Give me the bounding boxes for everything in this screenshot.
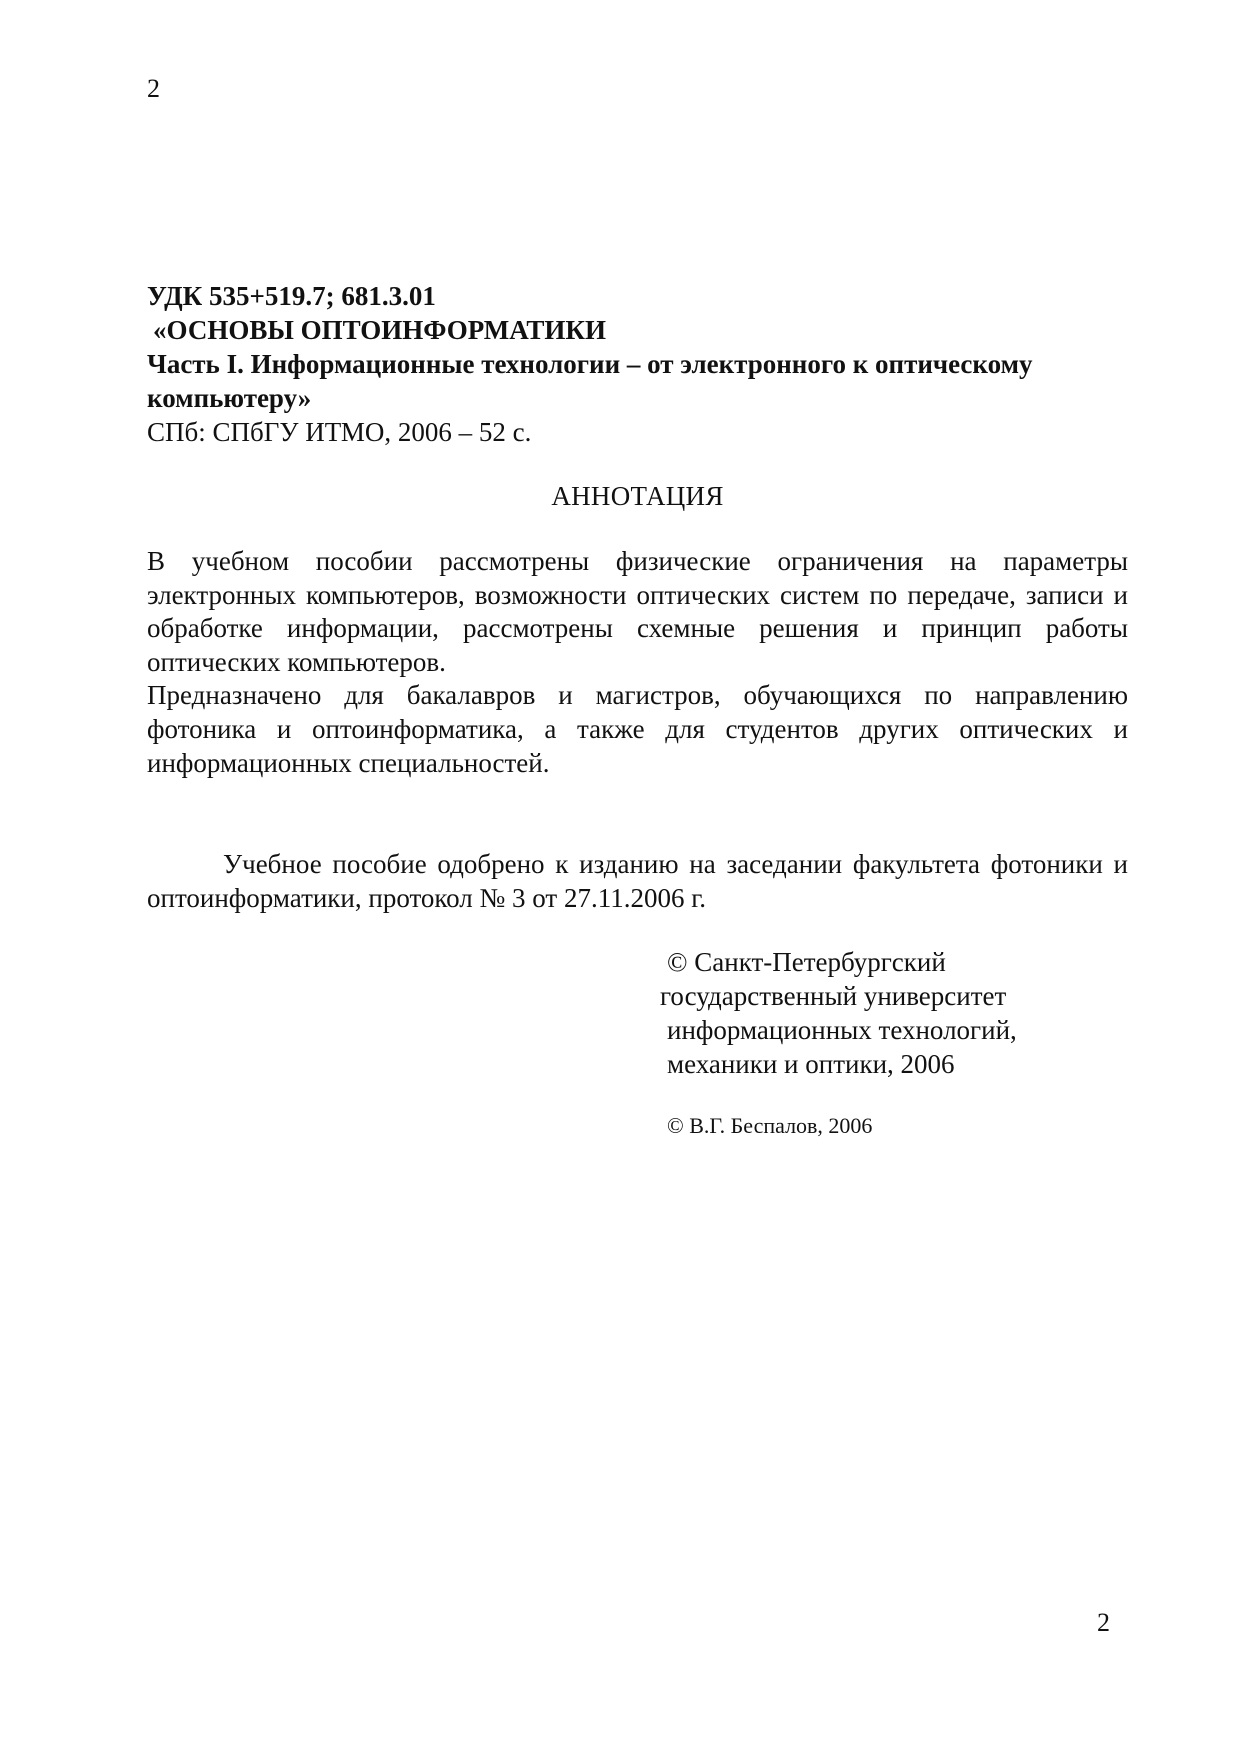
book-title: «ОСНОВЫ ОПТОИНФОРМАТИКИ (153, 315, 606, 345)
annotation-paragraph: В учебном пособии рассмотрены физические ограничения на параметры электронных компьютеров, возможности оптических систем по передаче, записи и обработке информации, рассмотрены схемные решения и принцип работы оптических компьютеров. (147, 546, 1128, 677)
author-copyright: © В.Г. Беспалов, 2006 (667, 1113, 873, 1138)
bibliographic-record (147, 279, 1127, 449)
copyright-line: информационных технологий, (667, 1015, 1017, 1045)
copyright-line: государственный университет (660, 981, 1007, 1011)
udk-code: УДК 535+519.7; 681.3.01 (147, 281, 436, 311)
copyright-block (660, 945, 1130, 1081)
approval-statement: Учебное пособие одобрено к изданию на заседании факультета фотоники и оптоинформатики, протокол № 3 от 27.11.2006 г. (147, 849, 1128, 913)
annotation-paragraph: Предназначено для бакалавров и магистров, обучающихся по направлению фотоника и оптоинформатика, а также для студентов других оптических и информационных специальностей. (147, 680, 1128, 778)
page-number-top: 2 (147, 74, 160, 103)
imprint: СПб: СПбГУ ИТМО, 2006 – 52 с. (147, 417, 532, 447)
page-number-bottom: 2 (1097, 1608, 1110, 1637)
book-subtitle-end: компьютеру» (147, 383, 312, 413)
copyright-line: механики и оптики, 2006 (667, 1049, 955, 1079)
copyright-line: © Санкт-Петербургский (667, 947, 946, 977)
book-subtitle: Часть I. Информационные технологии – от электронного к оптическому (147, 349, 1033, 379)
annotation-body (147, 545, 1128, 780)
annotation-heading: АННОТАЦИЯ (551, 481, 724, 511)
